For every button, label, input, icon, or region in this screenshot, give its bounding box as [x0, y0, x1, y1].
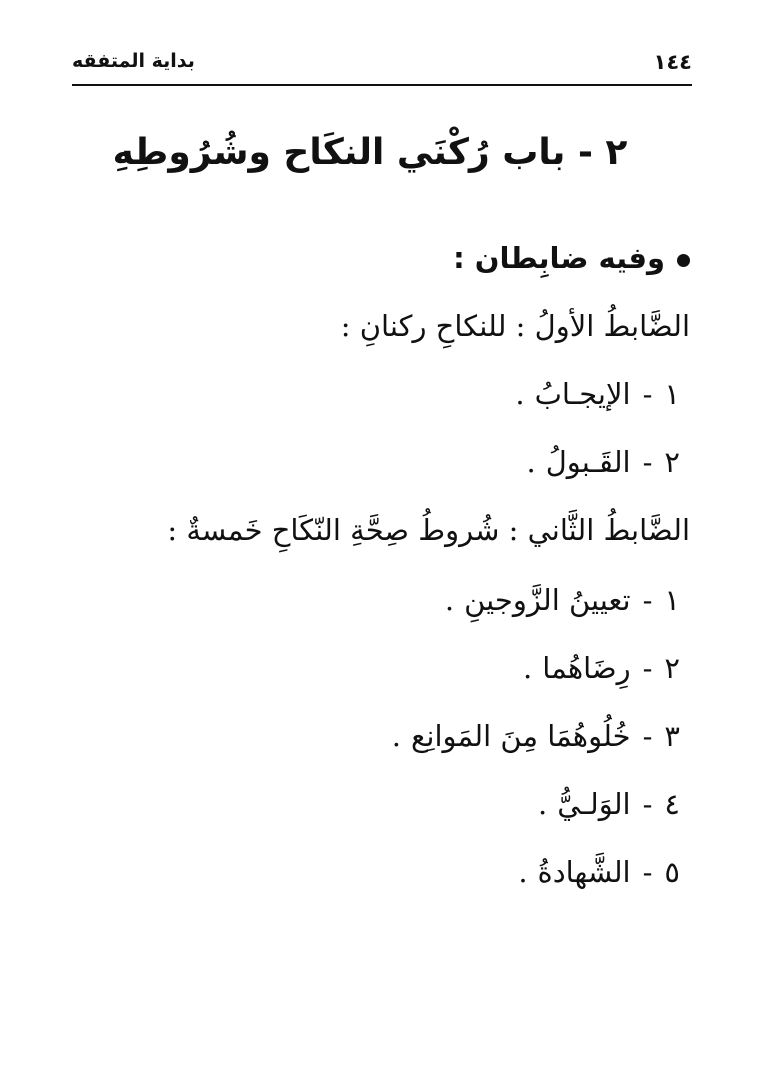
list-item	[515, 376, 680, 414]
list-item	[527, 444, 680, 482]
page-number: ١٤٤	[653, 50, 692, 74]
item-dash: -	[642, 583, 653, 617]
item-text: تعيينُ الزَّوجينِ	[464, 583, 631, 617]
item-number: ٥	[664, 855, 680, 889]
item-number: ٤	[664, 787, 680, 821]
rule-2-heading: الضَّابطُ الثَّاني : شُروطُ صِحَّةِ النّكَاحِ خَمسةٌ :	[167, 513, 690, 547]
running-book-title: بداية المتفقه	[72, 50, 195, 72]
item-dash: -	[642, 445, 653, 479]
item-dash: -	[642, 787, 653, 821]
item-number: ١	[664, 583, 680, 617]
list-item	[523, 650, 680, 688]
list-item	[445, 582, 680, 620]
list-item	[518, 854, 680, 892]
list-item	[392, 718, 680, 756]
item-dash: -	[642, 377, 653, 411]
item-number: ١	[664, 377, 680, 411]
page-header	[72, 44, 692, 86]
item-text: القَـبولُ	[545, 445, 631, 479]
item-text: الوَلـيُّ	[557, 787, 631, 821]
intro-line	[453, 240, 690, 278]
item-period: .	[538, 787, 548, 821]
item-period: .	[526, 445, 536, 479]
bullet-icon	[677, 254, 690, 267]
item-number: ٣	[664, 719, 680, 753]
item-number: ٢	[664, 651, 680, 685]
item-number: ٢	[664, 445, 680, 479]
item-dash: -	[642, 855, 653, 889]
rule-1-heading: الضَّابطُ الأولُ : للنكاحِ ركنانِ :	[340, 309, 690, 343]
item-text: رِضَاهُما	[542, 651, 631, 685]
item-period: .	[515, 377, 525, 411]
intro-text: وفيه ضابِطان :	[453, 241, 665, 275]
list-item	[538, 786, 680, 824]
item-period: .	[523, 651, 533, 685]
chapter-title: ٢ - باب رُكْنَي النكَاح وشُرُوطِهِ	[112, 132, 628, 173]
item-text: الإيجـابُ	[534, 377, 631, 411]
item-period: .	[444, 583, 455, 617]
item-text: الشَّهادةُ	[537, 855, 631, 889]
item-period: .	[518, 855, 528, 889]
item-text: خُلُوهُمَا مِنَ المَوانِع	[410, 719, 631, 753]
item-period: .	[391, 719, 401, 753]
item-dash: -	[642, 651, 653, 685]
item-dash: -	[642, 719, 653, 753]
